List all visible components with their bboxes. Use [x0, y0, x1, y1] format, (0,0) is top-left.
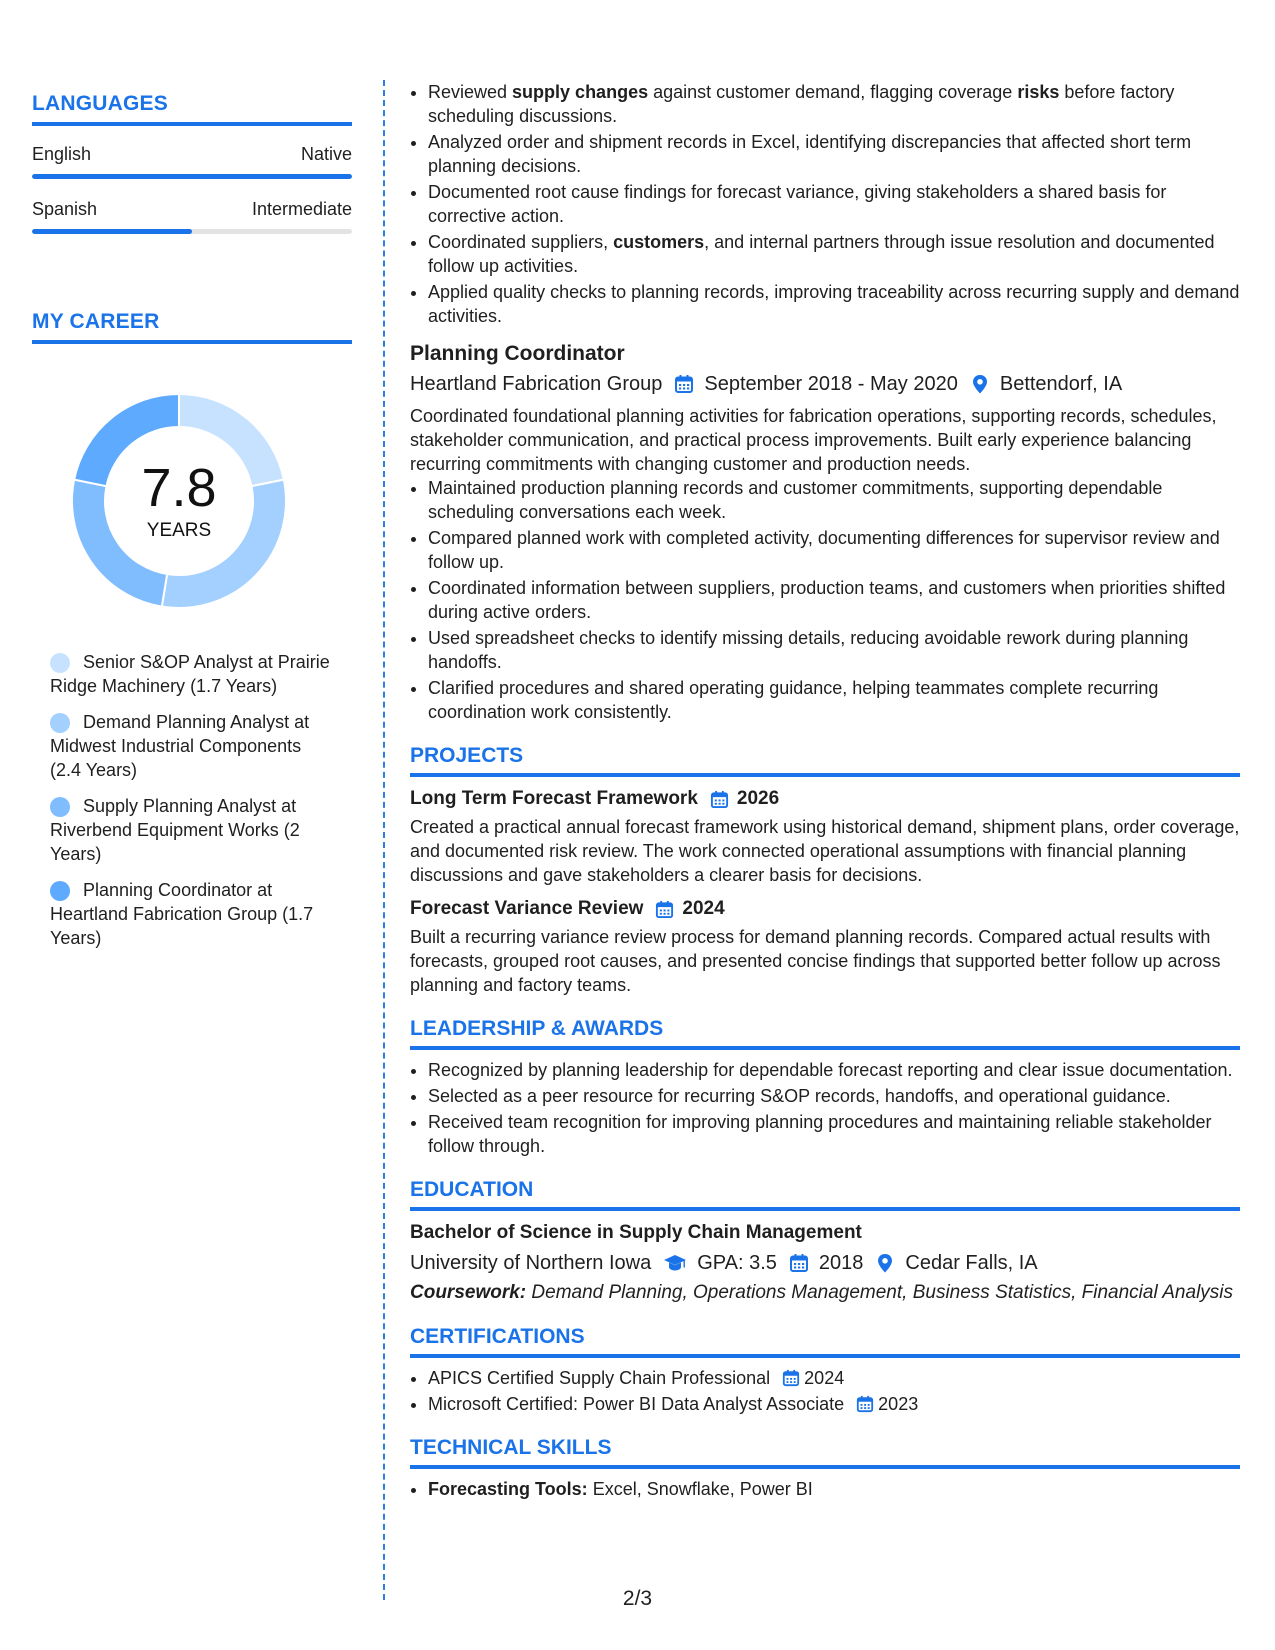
certification-item — [428, 1366, 1240, 1390]
career-legend-item — [50, 878, 330, 950]
language-proficiency-fill — [32, 229, 192, 234]
bullet-text: Reviewed — [428, 82, 513, 102]
bullet-keyword: supply changes — [512, 82, 649, 102]
language-name: Spanish — [32, 199, 98, 219]
language-proficiency-bar — [32, 229, 352, 234]
location-pin-icon — [875, 1253, 895, 1273]
calendar-icon — [710, 790, 729, 809]
bullet-keyword: risks — [1017, 82, 1060, 102]
job-dates: September 2018 - May 2020 — [704, 373, 958, 395]
language-item — [32, 199, 352, 234]
job-location: Bettendorf, IA — [999, 373, 1123, 395]
bullet-item: • Coordinated information between suppliers, production teams, and customers when priorities shifted during active orders. — [428, 576, 1240, 624]
certification-list — [410, 1366, 1240, 1416]
column-divider — [383, 80, 385, 1600]
calendar-icon — [674, 374, 694, 394]
job-title: Planning Coordinator — [410, 342, 625, 365]
coursework — [410, 1281, 1240, 1305]
bullet-item — [428, 180, 1240, 228]
career-legend-item — [50, 650, 330, 698]
bullet-text: before factory scheduling discussions. — [428, 82, 1175, 126]
career-legend-item — [50, 710, 330, 782]
bullet-item — [428, 130, 1240, 178]
education-title: EDUCATION — [410, 1178, 1240, 1211]
career-legend — [50, 650, 330, 950]
bullet-text: Applied quality checks to planning records, improving traceability across recurring supply and demand activities. — [428, 282, 1240, 326]
legend-dot — [50, 797, 70, 817]
degree-name: Bachelor of Science in Supply Chain Management — [410, 1222, 862, 1243]
project-name: Long Term Forecast Framework — [410, 788, 698, 809]
legend-dot — [50, 881, 70, 901]
bullet-item: • Maintained production planning records and customer commitments, supporting dependable scheduling conversations each week. — [428, 476, 1240, 524]
career-legend-label: Senior S&OP Analyst at Prairie Ridge Machinery (1.7 Years) — [50, 652, 330, 696]
bullet-item — [428, 230, 1240, 278]
career-years-unit: YEARS — [146, 520, 212, 541]
job-company: Heartland Fabrication Group — [410, 373, 663, 395]
project-item — [410, 897, 1240, 997]
education-year: 2018 — [818, 1252, 864, 1274]
certification-name: • Microsoft Certified: Power BI Data Analyst Associate — [428, 1394, 845, 1414]
calendar-icon — [789, 1253, 809, 1273]
languages-title: LANGUAGES — [32, 92, 352, 126]
bullet-text: Analyzed order and shipment records in Excel, identifying discrepancies that affected short term planning decisions. — [428, 132, 1192, 176]
bullet-text: , and internal partners through issue resolution and documented follow up activities. — [428, 232, 1215, 276]
skills-list — [410, 1477, 1240, 1501]
technical-skills-title: TECHNICAL SKILLS — [410, 1436, 1240, 1469]
page-number: 2/3 — [622, 1587, 653, 1610]
project-description: Created a practical annual forecast framework using historical demand, shipment plans, order coverage, and documented risk review. The work connected operational assumptions with financial planning discussions and gave stakeholders a clearer basis for decisions. — [410, 817, 1240, 885]
career-legend-label: Supply Planning Analyst at Riverbend Equipment Works (2 Years) — [50, 796, 300, 864]
bullet-keyword: customers — [613, 232, 705, 252]
language-level: Intermediate — [251, 199, 352, 219]
language-level: Native — [300, 144, 352, 164]
previous-job-bullets — [410, 80, 1240, 328]
donut-center — [66, 388, 292, 614]
certification-year: 2023 — [878, 1394, 919, 1414]
calendar-icon — [782, 1369, 800, 1387]
career-legend-label: Demand Planning Analyst at Midwest Industrial Components (2.4 Years) — [50, 712, 310, 780]
job-bullets — [410, 476, 1240, 724]
location-pin-icon — [970, 374, 990, 394]
education-gpa: GPA: 3.5 — [697, 1252, 777, 1274]
career-total-years: 7.8 — [141, 458, 217, 518]
bullet-item: • Used spreadsheet checks to identify missing details, reducing avoidable rework during planning handoffs. — [428, 626, 1240, 674]
legend-dot — [50, 653, 70, 673]
skill-values: Excel, Snowflake, Power BI — [587, 1479, 813, 1499]
language-proficiency-fill — [32, 174, 352, 179]
coursework-list: Demand Planning, Operations Management, Business Statistics, Financial Analysis — [526, 1282, 1234, 1303]
certification-year: 2024 — [804, 1368, 845, 1388]
project-name: Forecast Variance Review — [410, 898, 644, 919]
project-year: 2024 — [682, 898, 725, 919]
right-column — [410, 80, 1240, 1503]
project-item — [410, 787, 1240, 887]
career-legend-label: Planning Coordinator at Heartland Fabrication Group (1.7 Years) — [50, 880, 314, 948]
language-name: English — [32, 144, 92, 164]
legend-dot — [50, 713, 70, 733]
bullet-item: • Received team recognition for improving planning procedures and maintaining reliable stakeholder follow through. — [428, 1110, 1240, 1158]
certification-name: • APICS Certified Supply Chain Professional — [428, 1368, 771, 1388]
projects-title: PROJECTS — [410, 744, 1240, 777]
leadership-title: LEADERSHIP & AWARDS — [410, 1017, 1240, 1050]
job-meta — [410, 372, 1240, 396]
certifications-title: CERTIFICATIONS — [410, 1325, 1240, 1358]
bullet-item — [428, 280, 1240, 328]
calendar-icon — [856, 1395, 874, 1413]
bullet-item: • Compared planned work with completed activity, documenting differences for supervisor review and follow up. — [428, 526, 1240, 574]
calendar-icon — [655, 900, 674, 919]
job-description: Coordinated foundational planning activities for fabrication operations, supporting records, schedules, stakeholder communication, and practical process improvements. Built early experience balancing recurring commitments with changing customer and production needs. — [410, 406, 1217, 474]
education-meta — [410, 1251, 1240, 1275]
project-year: 2026 — [736, 788, 780, 809]
bullet-item: • Selected as a peer resource for recurring S&OP records, handoffs, and operational guidance. — [428, 1084, 1240, 1108]
bullet-text: Documented root cause findings for forecast variance, giving stakeholders a shared basis for corrective action. — [428, 182, 1167, 226]
school-name: University of Northern Iowa — [410, 1252, 652, 1274]
left-column — [32, 92, 352, 962]
project-description: Built a recurring variance review process for demand planning records. Compared actual results with forecasts, grouped root causes, and presented concise findings that supported better follow up across planning and factory teams. — [410, 927, 1221, 995]
bullet-text: against customer demand, flagging coverage — [648, 82, 1018, 102]
graduation-cap-icon — [663, 1253, 687, 1273]
bullet-item: • Clarified procedures and shared operating guidance, helping teammates complete recurring coordination work consistently. — [428, 676, 1240, 724]
coursework-label: Coursework: — [410, 1282, 527, 1303]
skill-category: Forecasting Tools: — [428, 1479, 588, 1499]
education-location: Cedar Falls, IA — [905, 1252, 1038, 1274]
career-legend-item — [50, 794, 330, 866]
career-title: MY CAREER — [32, 310, 352, 344]
career-donut-chart — [66, 388, 292, 614]
bullet-item — [428, 80, 1240, 128]
leadership-bullets — [410, 1058, 1240, 1158]
certification-item — [428, 1392, 1240, 1416]
bullet-text: Coordinated suppliers, — [428, 232, 614, 252]
language-item — [32, 144, 352, 179]
bullet-item: • Recognized by planning leadership for dependable forecast reporting and clear issue documentation. — [428, 1058, 1240, 1082]
language-proficiency-bar — [32, 174, 352, 179]
skill-item — [428, 1477, 1240, 1501]
